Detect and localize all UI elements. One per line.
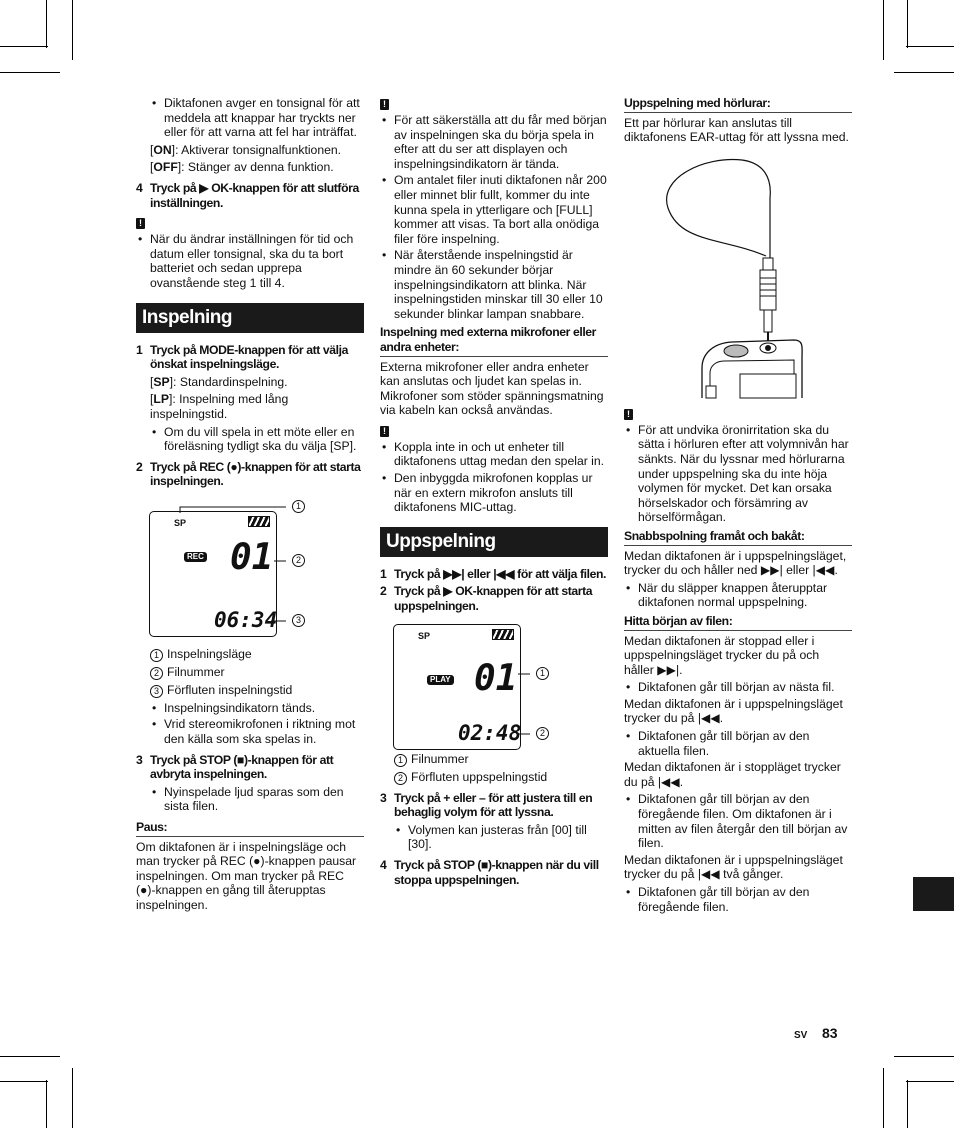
file-number: 01: [230, 536, 274, 578]
paragraph: Medan diktafonen är i uppspelningsläget trycker du på |◀◀.: [624, 696, 843, 726]
step-text: Tryck på + eller – för att justera till en behaglig volym för att lyssna.: [394, 790, 593, 820]
list-item: [150, 701, 364, 716]
step-number: 4: [136, 180, 143, 195]
paragraph: Ett par hörlurar kan anslutas till diktafonens EAR-uttag för att lyssna med.: [624, 115, 849, 145]
callout-lines: [136, 497, 364, 647]
paragraph: Medan diktafonen är i uppspelningsläget trycker du på |◀◀ två gånger.: [624, 852, 843, 882]
step-text: Tryck på MODE-knappen för att välja önskat inspelningsläge.: [150, 342, 348, 372]
crop-mark: [0, 1081, 48, 1082]
bullet-text: Diktafonen går till början av den föregående filen. Om diktafonen är i mitten av filen återgår den till början av filen.: [638, 792, 848, 851]
list-item: [380, 113, 608, 171]
list-item: [624, 729, 852, 758]
step-number: 1: [136, 342, 143, 357]
caution-icon: !: [380, 99, 389, 110]
list-item: [394, 823, 608, 852]
paragraph: Externa mikrofoner eller andra enheter kan anslutas och ljudet kan spelas in. Mikrofoner som stöder spänningsmatning via kabeln kan också användas.: [380, 359, 604, 418]
legend-item: [136, 665, 364, 680]
callout-3: 3: [150, 685, 163, 698]
bullet-text: Diktafonen avger en tonsignal för att meddela att knappar har tryckts ner eller för att varna att fel har inträffat.: [164, 96, 360, 140]
key-label: OFF: [153, 160, 178, 175]
list-item: [150, 96, 378, 140]
step-text: Tryck på ▶▶| eller |◀◀ för att välja filen.: [394, 566, 607, 581]
crop-mark: [0, 72, 60, 73]
bullet-text: Vrid stereomikrofonen i riktning mot den källa som ska spelas in.: [164, 717, 356, 747]
mode-sp: [SP]: Standardinspelning.: [150, 374, 288, 389]
step-2: [136, 460, 364, 489]
step-3: [380, 791, 608, 820]
recorder-with-earphone: [624, 148, 852, 404]
step-text: Tryck på STOP (■)-knappen när du vill stoppa uppspelningen.: [394, 858, 599, 887]
rec-indicator: REC: [184, 552, 207, 562]
crop-mark: [894, 72, 954, 73]
list-item: [150, 717, 364, 746]
legend-text: Förfluten inspelningstid: [167, 682, 293, 697]
bullet-text: Nyinspelade ljud sparas som den sista filen.: [164, 784, 344, 814]
list-item: [380, 471, 608, 515]
setting-text: : Stänger av denna funktion.: [181, 160, 334, 175]
step-number: 2: [136, 459, 143, 474]
list-item: [136, 232, 364, 290]
mode-indicator: SP: [418, 630, 431, 641]
crop-mark: [0, 46, 48, 47]
crop-mark: [72, 1068, 73, 1128]
list-item: [624, 581, 852, 610]
step-4: [380, 858, 608, 887]
list-item: [624, 423, 852, 525]
caution-icon: !: [624, 409, 633, 420]
subheading: Hitta början av filen:: [624, 614, 852, 631]
bullet-text: För att säkerställa att du får med början av inspelningen ska du börja spela in efter att du ser att displayen och inspelningsindikatorn är tända.: [394, 113, 607, 171]
elapsed-time: 02:48: [458, 720, 522, 745]
play-indicator: PLAY: [427, 675, 454, 685]
recording-display-figure: [136, 497, 364, 647]
list-item: [624, 680, 852, 695]
step-1: [136, 343, 364, 372]
setting-on: [ON]: Aktiverar tonsignalfunktionen.: [150, 142, 342, 157]
setting-off: [OFF]: Stänger av denna funktion.: [150, 160, 334, 175]
crop-mark: [906, 46, 954, 47]
subheading: Paus:: [136, 820, 364, 837]
key-label: SP: [153, 374, 170, 389]
caution-icon: !: [380, 426, 389, 437]
earphone-illustration: [624, 148, 852, 404]
bullet-text: Inspelningsindikatorn tänds.: [164, 700, 316, 715]
bullet-text: Diktafonen går till början av den aktuella filen.: [638, 729, 810, 758]
caution-icon: !: [136, 218, 145, 229]
callout-1: 1: [536, 667, 549, 680]
callout-1: 1: [150, 649, 163, 662]
step-number: 1: [380, 566, 387, 581]
step-text: Tryck på REC (●)-knappen för att starta inspelningen.: [150, 459, 361, 489]
bullet-text: När återstående inspelningstid är mindre än 60 sekunder börjar inspelningsindikatorn att blinka. När inspelningstiden minskar till 30 eller 10 sekunder blinkar lampan snabbare.: [394, 248, 603, 321]
list-item: [380, 248, 608, 321]
legend-item: [136, 683, 364, 698]
paragraph: Medan diktafonen är i stoppläget trycker du på |◀◀.: [624, 760, 841, 789]
crop-mark: [894, 1056, 954, 1057]
crop-mark: [46, 0, 47, 48]
step-text: Tryck på ▶ OK-knappen för att slutföra inställningen.: [150, 180, 359, 210]
step-number: 3: [136, 752, 143, 767]
page-number: 83: [822, 1025, 838, 1041]
crop-mark: [46, 1080, 47, 1128]
crop-mark: [883, 1068, 884, 1128]
callout-2: 2: [536, 727, 549, 740]
callout-3: 3: [292, 614, 305, 627]
step-1: [380, 567, 608, 582]
callout-2: 2: [394, 772, 407, 785]
legend-text: Inspelningsläge: [167, 646, 252, 661]
bullet-text: När du släpper knappen återupptar diktafonen normal uppspelning.: [638, 580, 828, 610]
column-2: [380, 96, 608, 890]
subheading: Uppspelning med hörlurar:: [624, 96, 852, 113]
paragraph: Medan diktafonen är stoppad eller i uppspelningsläget trycker du på och håller ▶▶|.: [624, 633, 820, 677]
callout-1: 1: [292, 500, 305, 513]
mode-text: : Inspelning med lång inspelningstid.: [150, 392, 289, 421]
callout-1: 1: [394, 754, 407, 767]
list-item: [380, 440, 608, 469]
legend-text: Filnummer: [167, 664, 225, 679]
step-3: [136, 753, 364, 782]
list-item: [150, 425, 364, 454]
key-label: ON: [153, 142, 172, 157]
language-code: SV: [794, 1030, 808, 1041]
section-heading: Inspelning: [136, 303, 364, 333]
elapsed-time: 06:34: [214, 607, 278, 632]
callout-2: 2: [292, 554, 305, 567]
section-heading: Uppspelning: [380, 527, 608, 557]
subheading: Inspelning med externa mikrofoner eller andra enheter:: [380, 325, 608, 356]
step-text: Tryck på ▶ OK-knappen för att starta uppspelningen.: [394, 584, 593, 614]
file-number: 01: [474, 657, 518, 699]
step-4: [136, 181, 364, 210]
paragraph: Medan diktafonen är i uppspelningsläget, trycker du och håller ned ▶▶| eller |◀◀.: [624, 548, 847, 578]
column-3: [624, 96, 852, 916]
crop-mark: [906, 1081, 954, 1082]
mode-indicator: SP: [174, 517, 187, 528]
crop-mark: [72, 0, 73, 60]
bullet-text: För att undvika öronirritation ska du sätta i hörluren efter att volymnivån har sänkts. När du lyssnar med hörlurarna under uppspelning ska du inte höja volymen för mycket. Det kan orsaka hörselskador och försämring av hörselförmågan.: [638, 422, 849, 525]
crop-mark: [0, 1056, 60, 1057]
mode-lp: [LP]: Inspelning med lång inspelningstid.: [150, 392, 289, 421]
playback-display-figure: [380, 622, 608, 752]
step-text: Tryck på STOP (■)-knappen för att avbryta inspelningen.: [150, 752, 334, 782]
bullet-text: När du ändrar inställningen för tid och datum eller tonsignal, ska du ta bort batteriet och sedan upprepa ovanstående steg 1 till 4.: [150, 232, 354, 290]
legend-item: [136, 647, 364, 662]
column-1: [136, 96, 364, 916]
crop-mark: [883, 0, 884, 60]
bullet-text: Diktafonen går till början av nästa fil.: [638, 680, 835, 695]
list-item: [624, 792, 852, 850]
legend-item: [380, 770, 608, 785]
step-2: [380, 584, 608, 613]
chapter-tab: [913, 877, 954, 911]
subheading: Snabbspolning framåt och bakåt:: [624, 529, 852, 546]
callout-lines: [380, 622, 608, 752]
list-item: [380, 173, 608, 246]
bullet-text: Volymen kan justeras från [00] till [30].: [408, 822, 587, 852]
legend-text: Filnummer: [411, 751, 469, 766]
step-number: 3: [380, 790, 387, 805]
bullet-text: Den inbyggda mikrofonen kopplas ur när en extern mikrofon ansluts till diktafonens MIC-uttag.: [394, 471, 593, 515]
key-label: LP: [153, 392, 169, 407]
paragraph: Om diktafonen är i inspelningsläge och man trycker på REC (●)-knappen pausar inspelningen. Om man trycker på REC (●)-knappen en gång till återupptas inspelningen.: [136, 839, 357, 912]
setting-text: : Aktiverar tonsignalfunktionen.: [175, 142, 342, 157]
crop-mark: [907, 0, 908, 48]
list-item: [624, 885, 852, 914]
crop-mark: [907, 1080, 908, 1128]
bullet-text: Om antalet filer inuti diktafonen når 200 eller minnet blir fullt, kommer du inte kunna spela in ytterligare och [FULL] kommer att visas. Ta bort alla onödiga filer före inspelning.: [394, 173, 607, 246]
bullet-text: Om du vill spela in ett möte eller en föreläsning tydligt ska du välja [SP].: [164, 424, 357, 454]
callout-2: 2: [150, 667, 163, 680]
bullet-text: Diktafonen går till början av den föregående filen.: [638, 885, 810, 914]
list-item: [150, 785, 364, 814]
bullet-text: Koppla inte in och ut enheter till diktafonens uttag medan den spelar in.: [394, 439, 605, 469]
step-number: 2: [380, 584, 387, 599]
legend-item: [380, 752, 608, 767]
legend-text: Förfluten uppspelningstid: [411, 769, 548, 784]
mode-text: : Standardinspelning.: [173, 374, 288, 389]
step-number: 4: [380, 858, 387, 872]
